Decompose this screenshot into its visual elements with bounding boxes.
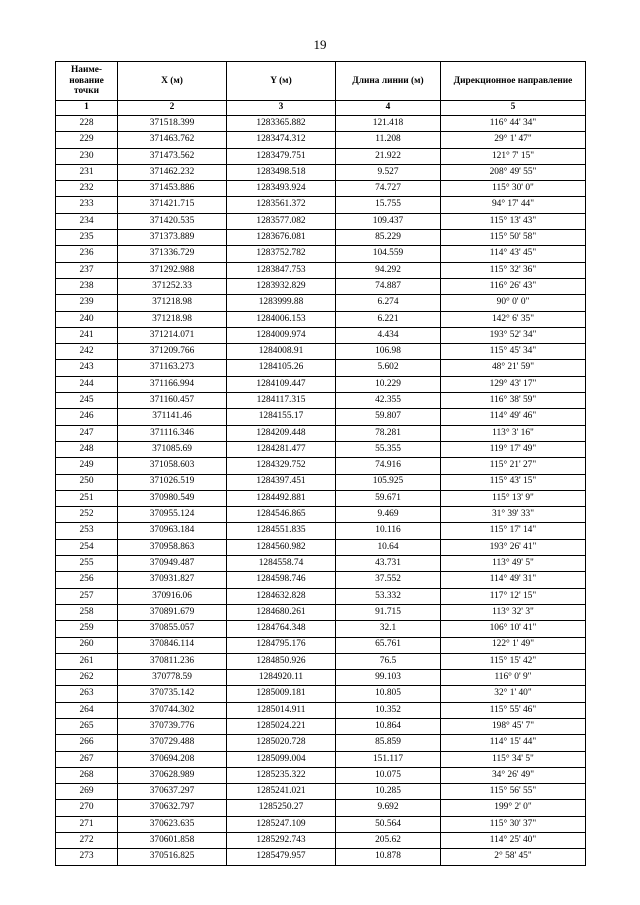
table-row xyxy=(56,230,586,246)
cell-x: 370739.776 xyxy=(118,718,227,734)
cell-point-name: 262 xyxy=(56,670,118,686)
cell-point-name: 230 xyxy=(56,148,118,164)
cell-line-length: 6.274 xyxy=(336,295,441,311)
cell-direction: 121° 7' 15" xyxy=(441,148,586,164)
cell-x: 370516.825 xyxy=(118,849,227,865)
cell-x: 371160.457 xyxy=(118,393,227,409)
cell-point-name: 229 xyxy=(56,132,118,148)
cell-line-length: 105.925 xyxy=(336,474,441,490)
table-row xyxy=(56,409,586,425)
cell-direction: 106° 10' 41" xyxy=(441,621,586,637)
cell-x: 371085.69 xyxy=(118,441,227,457)
cell-direction: 115° 55' 46" xyxy=(441,702,586,718)
table-row xyxy=(56,246,586,262)
cell-direction: 193° 52' 34" xyxy=(441,327,586,343)
cell-line-length: 76.5 xyxy=(336,653,441,669)
cell-point-name: 233 xyxy=(56,197,118,213)
cell-y: 1285014.911 xyxy=(227,702,336,718)
table-row xyxy=(56,262,586,278)
cell-x: 371420.535 xyxy=(118,213,227,229)
cell-direction: 115° 32' 36" xyxy=(441,262,586,278)
cell-direction: 114° 49' 31" xyxy=(441,572,586,588)
table-row xyxy=(56,278,586,294)
cell-direction: 29° 1' 47" xyxy=(441,132,586,148)
cell-x: 370916.06 xyxy=(118,588,227,604)
cell-x: 371518.399 xyxy=(118,116,227,132)
cell-y: 1284680.261 xyxy=(227,604,336,620)
cell-x: 370623.635 xyxy=(118,816,227,832)
cell-y: 1283752.782 xyxy=(227,246,336,262)
cell-direction: 115° 17' 14" xyxy=(441,523,586,539)
cell-y: 1283577.082 xyxy=(227,213,336,229)
cell-point-name: 237 xyxy=(56,262,118,278)
cell-direction: 115° 45' 34" xyxy=(441,344,586,360)
table-row xyxy=(56,181,586,197)
cell-point-name: 272 xyxy=(56,833,118,849)
cell-point-name: 266 xyxy=(56,735,118,751)
cell-direction: 94° 17' 44" xyxy=(441,197,586,213)
cell-direction: 193° 26' 41" xyxy=(441,539,586,555)
cell-x: 371166.994 xyxy=(118,376,227,392)
cell-direction: 115° 56' 55" xyxy=(441,784,586,800)
cell-point-name: 244 xyxy=(56,376,118,392)
cell-point-name: 249 xyxy=(56,458,118,474)
cell-line-length: 10.64 xyxy=(336,539,441,555)
cell-y: 1284920.11 xyxy=(227,670,336,686)
cell-line-length: 65.761 xyxy=(336,637,441,653)
cell-y: 1283847.753 xyxy=(227,262,336,278)
cell-x: 371421.715 xyxy=(118,197,227,213)
table-row xyxy=(56,132,586,148)
cell-x: 370778.59 xyxy=(118,670,227,686)
cell-direction: 116° 38' 59" xyxy=(441,393,586,409)
cell-y: 1283676.081 xyxy=(227,230,336,246)
table-row xyxy=(56,751,586,767)
column-number: 1 xyxy=(56,101,118,116)
cell-line-length: 121.418 xyxy=(336,116,441,132)
table-row xyxy=(56,507,586,523)
cell-point-name: 235 xyxy=(56,230,118,246)
cell-x: 370931.827 xyxy=(118,572,227,588)
column-number: 2 xyxy=(118,101,227,116)
cell-point-name: 256 xyxy=(56,572,118,588)
cell-direction: 115° 13' 43" xyxy=(441,213,586,229)
cell-line-length: 10.878 xyxy=(336,849,441,865)
table-row xyxy=(56,425,586,441)
cell-x: 371209.766 xyxy=(118,344,227,360)
table-row xyxy=(56,441,586,457)
cell-line-length: 59.671 xyxy=(336,490,441,506)
cell-y: 1284598.746 xyxy=(227,572,336,588)
cell-line-length: 74.727 xyxy=(336,181,441,197)
cell-x: 370891.679 xyxy=(118,604,227,620)
cell-direction: 32° 1' 40" xyxy=(441,686,586,702)
table-row xyxy=(56,539,586,555)
cell-direction: 114° 25' 40" xyxy=(441,833,586,849)
cell-direction: 142° 6' 35" xyxy=(441,311,586,327)
cell-line-length: 109.437 xyxy=(336,213,441,229)
cell-line-length: 10.805 xyxy=(336,686,441,702)
table-header-row xyxy=(56,62,586,101)
page-number: 19 xyxy=(313,37,327,52)
cell-line-length: 94.292 xyxy=(336,262,441,278)
cell-y: 1283561.372 xyxy=(227,197,336,213)
table-row xyxy=(56,376,586,392)
cell-y: 1284329.752 xyxy=(227,458,336,474)
cell-direction: 34° 26' 49" xyxy=(441,767,586,783)
table-row xyxy=(56,556,586,572)
table-row xyxy=(56,670,586,686)
cell-line-length: 85.229 xyxy=(336,230,441,246)
cell-point-name: 242 xyxy=(56,344,118,360)
cell-line-length: 106.98 xyxy=(336,344,441,360)
table-row xyxy=(56,148,586,164)
cell-y: 1285292.743 xyxy=(227,833,336,849)
cell-y: 1283999.88 xyxy=(227,295,336,311)
cell-y: 1285250.27 xyxy=(227,800,336,816)
cell-point-name: 255 xyxy=(56,556,118,572)
column-number: 3 xyxy=(227,101,336,116)
cell-line-length: 78.281 xyxy=(336,425,441,441)
header-line-length: Длина линии (м) xyxy=(336,62,441,101)
cell-line-length: 85.859 xyxy=(336,735,441,751)
cell-line-length: 32.1 xyxy=(336,621,441,637)
cell-point-name: 257 xyxy=(56,588,118,604)
table-row xyxy=(56,197,586,213)
column-number: 4 xyxy=(336,101,441,116)
cell-y: 1284560.982 xyxy=(227,539,336,555)
cell-point-name: 240 xyxy=(56,311,118,327)
cell-line-length: 9.692 xyxy=(336,800,441,816)
table-row xyxy=(56,213,586,229)
table-row xyxy=(56,718,586,734)
cell-y: 1285241.021 xyxy=(227,784,336,800)
cell-point-name: 261 xyxy=(56,653,118,669)
cell-direction: 115° 15' 42" xyxy=(441,653,586,669)
cell-y: 1285009.181 xyxy=(227,686,336,702)
cell-line-length: 9.527 xyxy=(336,164,441,180)
cell-x: 371252.33 xyxy=(118,278,227,294)
cell-y: 1285020.728 xyxy=(227,735,336,751)
cell-point-name: 263 xyxy=(56,686,118,702)
cell-line-length: 10.229 xyxy=(336,376,441,392)
cell-x: 371463.762 xyxy=(118,132,227,148)
cell-x: 371453.886 xyxy=(118,181,227,197)
cell-y: 1283493.924 xyxy=(227,181,336,197)
cell-y: 1283479.751 xyxy=(227,148,336,164)
cell-x: 371026.519 xyxy=(118,474,227,490)
header-y: Y (м) xyxy=(227,62,336,101)
cell-direction: 115° 30' 0" xyxy=(441,181,586,197)
table-row xyxy=(56,833,586,849)
cell-line-length: 5.602 xyxy=(336,360,441,376)
cell-point-name: 259 xyxy=(56,621,118,637)
table-row xyxy=(56,344,586,360)
cell-line-length: 59.807 xyxy=(336,409,441,425)
cell-direction: 114° 15' 44" xyxy=(441,735,586,751)
cell-line-length: 10.285 xyxy=(336,784,441,800)
cell-line-length: 53.332 xyxy=(336,588,441,604)
cell-x: 370949.487 xyxy=(118,556,227,572)
cell-x: 370744.302 xyxy=(118,702,227,718)
header-point-name: Наиме-нование точки xyxy=(56,62,118,101)
cell-y: 1284546.865 xyxy=(227,507,336,523)
cell-x: 370980.549 xyxy=(118,490,227,506)
header-x: X (м) xyxy=(118,62,227,101)
cell-point-name: 251 xyxy=(56,490,118,506)
cell-x: 371292.988 xyxy=(118,262,227,278)
table-row xyxy=(56,816,586,832)
cell-point-name: 269 xyxy=(56,784,118,800)
cell-y: 1284209.448 xyxy=(227,425,336,441)
cell-point-name: 264 xyxy=(56,702,118,718)
cell-x: 370846.114 xyxy=(118,637,227,653)
cell-y: 1284551.835 xyxy=(227,523,336,539)
cell-y: 1284009.974 xyxy=(227,327,336,343)
cell-x: 370811.236 xyxy=(118,653,227,669)
cell-point-name: 258 xyxy=(56,604,118,620)
cell-y: 1284008.91 xyxy=(227,344,336,360)
cell-point-name: 260 xyxy=(56,637,118,653)
cell-direction: 208° 49' 55" xyxy=(441,164,586,180)
cell-point-name: 239 xyxy=(56,295,118,311)
cell-point-name: 268 xyxy=(56,767,118,783)
cell-y: 1284109.447 xyxy=(227,376,336,392)
cell-point-name: 254 xyxy=(56,539,118,555)
table-row xyxy=(56,164,586,180)
cell-line-length: 10.116 xyxy=(336,523,441,539)
cell-line-length: 11.208 xyxy=(336,132,441,148)
cell-line-length: 9.469 xyxy=(336,507,441,523)
table-row xyxy=(56,116,586,132)
cell-x: 371141.46 xyxy=(118,409,227,425)
cell-line-length: 43.731 xyxy=(336,556,441,572)
cell-point-name: 273 xyxy=(56,849,118,865)
table-row xyxy=(56,588,586,604)
cell-y: 1284105.26 xyxy=(227,360,336,376)
cell-direction: 114° 49' 46" xyxy=(441,409,586,425)
cell-line-length: 99.103 xyxy=(336,670,441,686)
cell-point-name: 241 xyxy=(56,327,118,343)
cell-point-name: 253 xyxy=(56,523,118,539)
cell-y: 1284492.881 xyxy=(227,490,336,506)
cell-point-name: 245 xyxy=(56,393,118,409)
cell-line-length: 37.552 xyxy=(336,572,441,588)
cell-direction: 31° 39' 33" xyxy=(441,507,586,523)
cell-line-length: 4.434 xyxy=(336,327,441,343)
cell-line-length: 10.075 xyxy=(336,767,441,783)
cell-line-length: 74.887 xyxy=(336,278,441,294)
cell-x: 370694.208 xyxy=(118,751,227,767)
cell-point-name: 232 xyxy=(56,181,118,197)
cell-point-name: 247 xyxy=(56,425,118,441)
cell-point-name: 228 xyxy=(56,116,118,132)
cell-direction: 113° 3' 16" xyxy=(441,425,586,441)
cell-y: 1283498.518 xyxy=(227,164,336,180)
cell-x: 371116.346 xyxy=(118,425,227,441)
cell-direction: 2° 58' 45" xyxy=(441,849,586,865)
table-body xyxy=(56,116,586,866)
cell-direction: 117° 12' 15" xyxy=(441,588,586,604)
column-number: 5 xyxy=(441,101,586,116)
cell-y: 1285479.957 xyxy=(227,849,336,865)
table-row xyxy=(56,767,586,783)
cell-x: 370729.488 xyxy=(118,735,227,751)
cell-line-length: 50.564 xyxy=(336,816,441,832)
header-direction: Дирекционное направление xyxy=(441,62,586,101)
cell-x: 371336.729 xyxy=(118,246,227,262)
cell-point-name: 271 xyxy=(56,816,118,832)
cell-y: 1284764.348 xyxy=(227,621,336,637)
cell-x: 370628.989 xyxy=(118,767,227,783)
table-row xyxy=(56,800,586,816)
cell-y: 1284558.74 xyxy=(227,556,336,572)
cell-point-name: 250 xyxy=(56,474,118,490)
cell-point-name: 238 xyxy=(56,278,118,294)
cell-x: 370735.142 xyxy=(118,686,227,702)
cell-y: 1284850.926 xyxy=(227,653,336,669)
cell-point-name: 248 xyxy=(56,441,118,457)
cell-line-length: 91.715 xyxy=(336,604,441,620)
cell-x: 370855.057 xyxy=(118,621,227,637)
table-row xyxy=(56,490,586,506)
table-row xyxy=(56,637,586,653)
cell-y: 1284117.315 xyxy=(227,393,336,409)
cell-point-name: 246 xyxy=(56,409,118,425)
cell-line-length: 10.864 xyxy=(336,718,441,734)
cell-y: 1284632.828 xyxy=(227,588,336,604)
cell-y: 1284006.153 xyxy=(227,311,336,327)
cell-point-name: 252 xyxy=(56,507,118,523)
cell-direction: 113° 32' 3" xyxy=(441,604,586,620)
cell-x: 370632.797 xyxy=(118,800,227,816)
table-row xyxy=(56,621,586,637)
cell-y: 1285099.004 xyxy=(227,751,336,767)
cell-direction: 115° 34' 5" xyxy=(441,751,586,767)
cell-line-length: 42.355 xyxy=(336,393,441,409)
cell-direction: 115° 13' 9" xyxy=(441,490,586,506)
cell-x: 371058.603 xyxy=(118,458,227,474)
cell-y: 1285247.109 xyxy=(227,816,336,832)
table-row xyxy=(56,295,586,311)
cell-point-name: 270 xyxy=(56,800,118,816)
cell-line-length: 55.355 xyxy=(336,441,441,457)
cell-direction: 113° 49' 5" xyxy=(441,556,586,572)
cell-point-name: 243 xyxy=(56,360,118,376)
cell-line-length: 15.755 xyxy=(336,197,441,213)
cell-direction: 90° 0' 0" xyxy=(441,295,586,311)
cell-direction: 116° 0' 9" xyxy=(441,670,586,686)
table-row xyxy=(56,653,586,669)
cell-y: 1283474.312 xyxy=(227,132,336,148)
cell-x: 371163.273 xyxy=(118,360,227,376)
column-number-row xyxy=(56,101,586,116)
cell-x: 371214.071 xyxy=(118,327,227,343)
table-row xyxy=(56,523,586,539)
cell-x: 370958.863 xyxy=(118,539,227,555)
cell-y: 1283932.829 xyxy=(227,278,336,294)
cell-direction: 122° 1' 49" xyxy=(441,637,586,653)
cell-x: 370955.124 xyxy=(118,507,227,523)
coordinates-table xyxy=(55,61,586,866)
cell-direction: 115° 21' 27" xyxy=(441,458,586,474)
table-row xyxy=(56,311,586,327)
cell-x: 370601.858 xyxy=(118,833,227,849)
cell-line-length: 6.221 xyxy=(336,311,441,327)
cell-x: 371462.232 xyxy=(118,164,227,180)
cell-point-name: 234 xyxy=(56,213,118,229)
cell-direction: 115° 30' 37" xyxy=(441,816,586,832)
cell-line-length: 151.117 xyxy=(336,751,441,767)
cell-y: 1284281.477 xyxy=(227,441,336,457)
table-row xyxy=(56,702,586,718)
cell-direction: 129° 43' 17" xyxy=(441,376,586,392)
cell-x: 371218.98 xyxy=(118,295,227,311)
table-row xyxy=(56,849,586,865)
table-row xyxy=(56,572,586,588)
cell-x: 371473.562 xyxy=(118,148,227,164)
cell-point-name: 236 xyxy=(56,246,118,262)
cell-line-length: 74.916 xyxy=(336,458,441,474)
cell-y: 1283365.882 xyxy=(227,116,336,132)
cell-x: 371218.98 xyxy=(118,311,227,327)
cell-line-length: 205.62 xyxy=(336,833,441,849)
cell-direction: 115° 43' 15" xyxy=(441,474,586,490)
cell-direction: 116° 44' 34" xyxy=(441,116,586,132)
cell-x: 370637.297 xyxy=(118,784,227,800)
cell-y: 1284795.176 xyxy=(227,637,336,653)
table-row xyxy=(56,360,586,376)
cell-x: 371373.889 xyxy=(118,230,227,246)
cell-direction: 119° 17' 49" xyxy=(441,441,586,457)
cell-direction: 198° 45' 7" xyxy=(441,718,586,734)
table-row xyxy=(56,735,586,751)
cell-direction: 48° 21' 59" xyxy=(441,360,586,376)
cell-line-length: 21.922 xyxy=(336,148,441,164)
cell-direction: 199° 2' 0" xyxy=(441,800,586,816)
cell-y: 1285235.322 xyxy=(227,767,336,783)
table-row xyxy=(56,458,586,474)
table-row xyxy=(56,784,586,800)
cell-x: 370963.184 xyxy=(118,523,227,539)
cell-y: 1284155.17 xyxy=(227,409,336,425)
cell-line-length: 10.352 xyxy=(336,702,441,718)
cell-direction: 115° 50' 58" xyxy=(441,230,586,246)
table-row xyxy=(56,604,586,620)
cell-point-name: 265 xyxy=(56,718,118,734)
cell-point-name: 231 xyxy=(56,164,118,180)
cell-y: 1284397.451 xyxy=(227,474,336,490)
table-row xyxy=(56,686,586,702)
table-row xyxy=(56,474,586,490)
cell-direction: 114° 43' 45" xyxy=(441,246,586,262)
cell-direction: 116° 26' 43" xyxy=(441,278,586,294)
cell-point-name: 267 xyxy=(56,751,118,767)
table-row xyxy=(56,327,586,343)
cell-line-length: 104.559 xyxy=(336,246,441,262)
table-row xyxy=(56,393,586,409)
cell-y: 1285024.221 xyxy=(227,718,336,734)
